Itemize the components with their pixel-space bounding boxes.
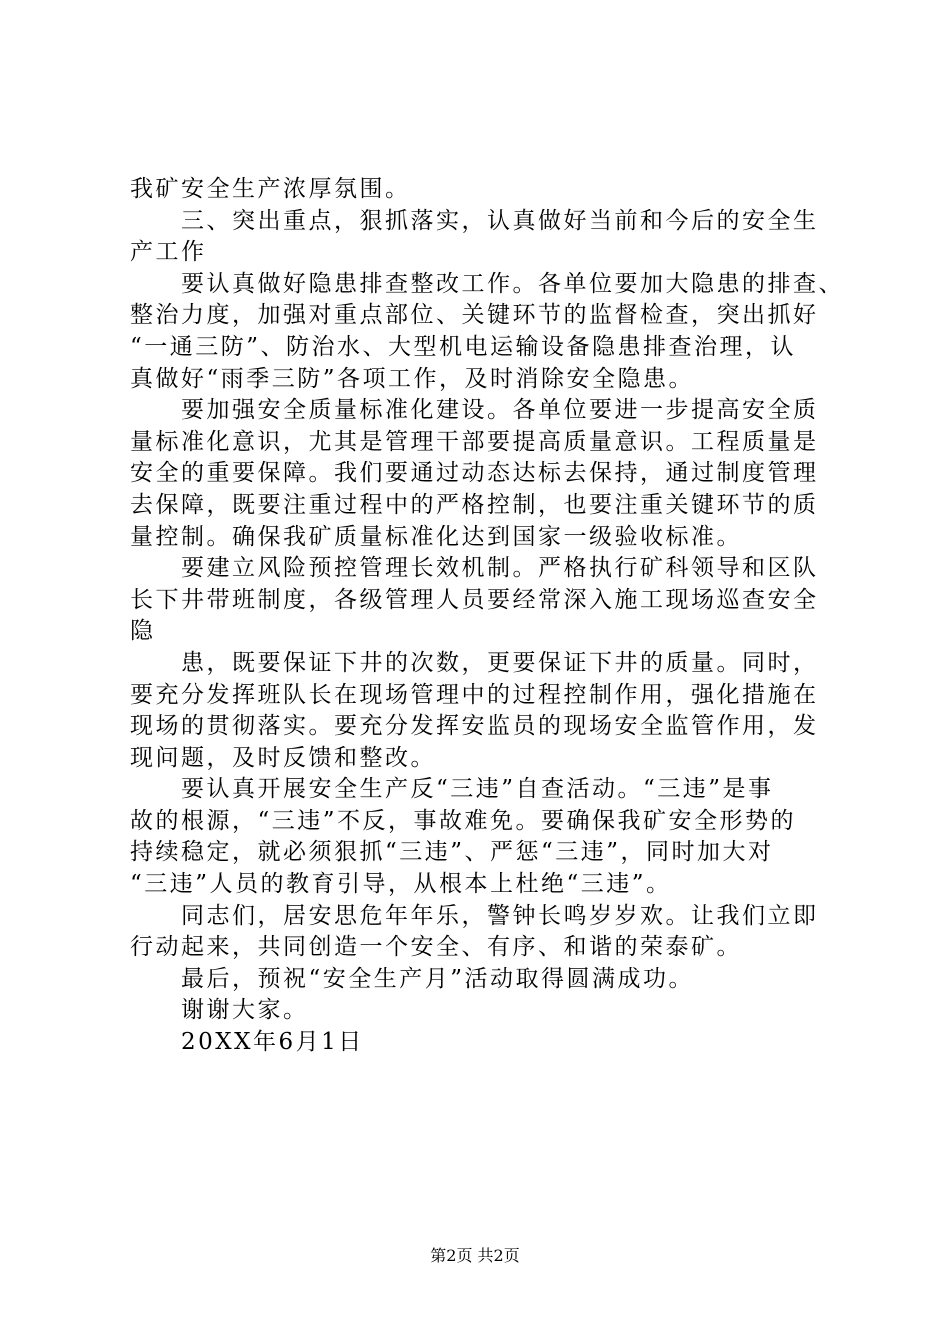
text-line: 去保障，既要注重过程中的严格控制，也要注重关键环节的质: [130, 491, 819, 518]
text-line: 三、突出重点，狠抓落实，认真做好当前和今后的安全生: [181, 207, 819, 234]
text-line: 要认真开展安全生产反“三违”自查活动。“三违”是事: [181, 776, 774, 803]
document-body: [130, 174, 844, 1059]
text-line: “三违”人员的教育引导，从根本上杜绝“三违”。: [130, 871, 672, 898]
text-line: 要加强安全质量标准化建设。各单位要进一步提高安全质: [181, 397, 819, 424]
text-line: 现场的贯彻落实。要充分发挥安监员的现场安全监管作用，发: [130, 713, 819, 740]
text-line: 要认真做好隐患排查整改工作。各单位要加大隐患的排查、: [181, 270, 844, 297]
text-line: 行动起来，共同创造一个安全、有序、和谐的荣泰矿。: [130, 934, 742, 961]
text-line: 整治力度，加强对重点部位、关键环节的监督检查，突出抓好: [130, 302, 819, 329]
text-line: 持续稳定，就必须狠抓“三违”、严惩“三违”，同时加大对: [130, 839, 774, 866]
text-line: 要建立风险预控管理长效机制。严格执行矿科领导和区队: [181, 555, 819, 582]
page-footer: 第2页 共2页: [430, 1246, 520, 1265]
text-line: 最后，预祝“安全生产月”活动取得圆满成功。: [181, 965, 695, 992]
text-line: 隐: [130, 618, 156, 645]
text-line: 量控制。确保我矿质量标准化达到国家一级验收标准。: [130, 523, 742, 550]
text-line: 产工作: [130, 239, 207, 266]
text-line: 我矿安全生产浓厚氛围。: [130, 176, 411, 202]
text-line: 安全的重要保障。我们要通过动态达标去保持，通过制度管理: [130, 460, 819, 487]
text-line: 长下井带班制度，各级管理人员要经常深入施工现场巡查安全: [130, 586, 819, 613]
text-line: 20XX年6月1日: [181, 1029, 364, 1056]
text-line: 要充分发挥班队长在现场管理中的过程控制作用，强化措施在: [130, 681, 819, 708]
text-line: “一通三防”、防治水、大型机电运输设备隐患排查治理，认: [130, 333, 797, 360]
text-line: 谢谢大家。: [181, 997, 309, 1024]
text-line: 真做好“雨季三防”各项工作，及时消除安全隐患。: [130, 365, 695, 392]
text-line: 现问题，及时反馈和整改。: [130, 744, 436, 771]
text-line: 同志们，居安思危年年乐，警钟长鸣岁岁欢。让我们立即: [181, 902, 819, 929]
text-line: 故的根源，“三违”不反，事故难免。要确保我矿安全形势的: [130, 807, 797, 834]
text-line: 患，既要保证下井的次数，更要保证下井的质量。同时，: [181, 649, 819, 676]
text-line: 量标准化意识，尤其是管理干部要提高质量意识。工程质量是: [130, 428, 819, 455]
